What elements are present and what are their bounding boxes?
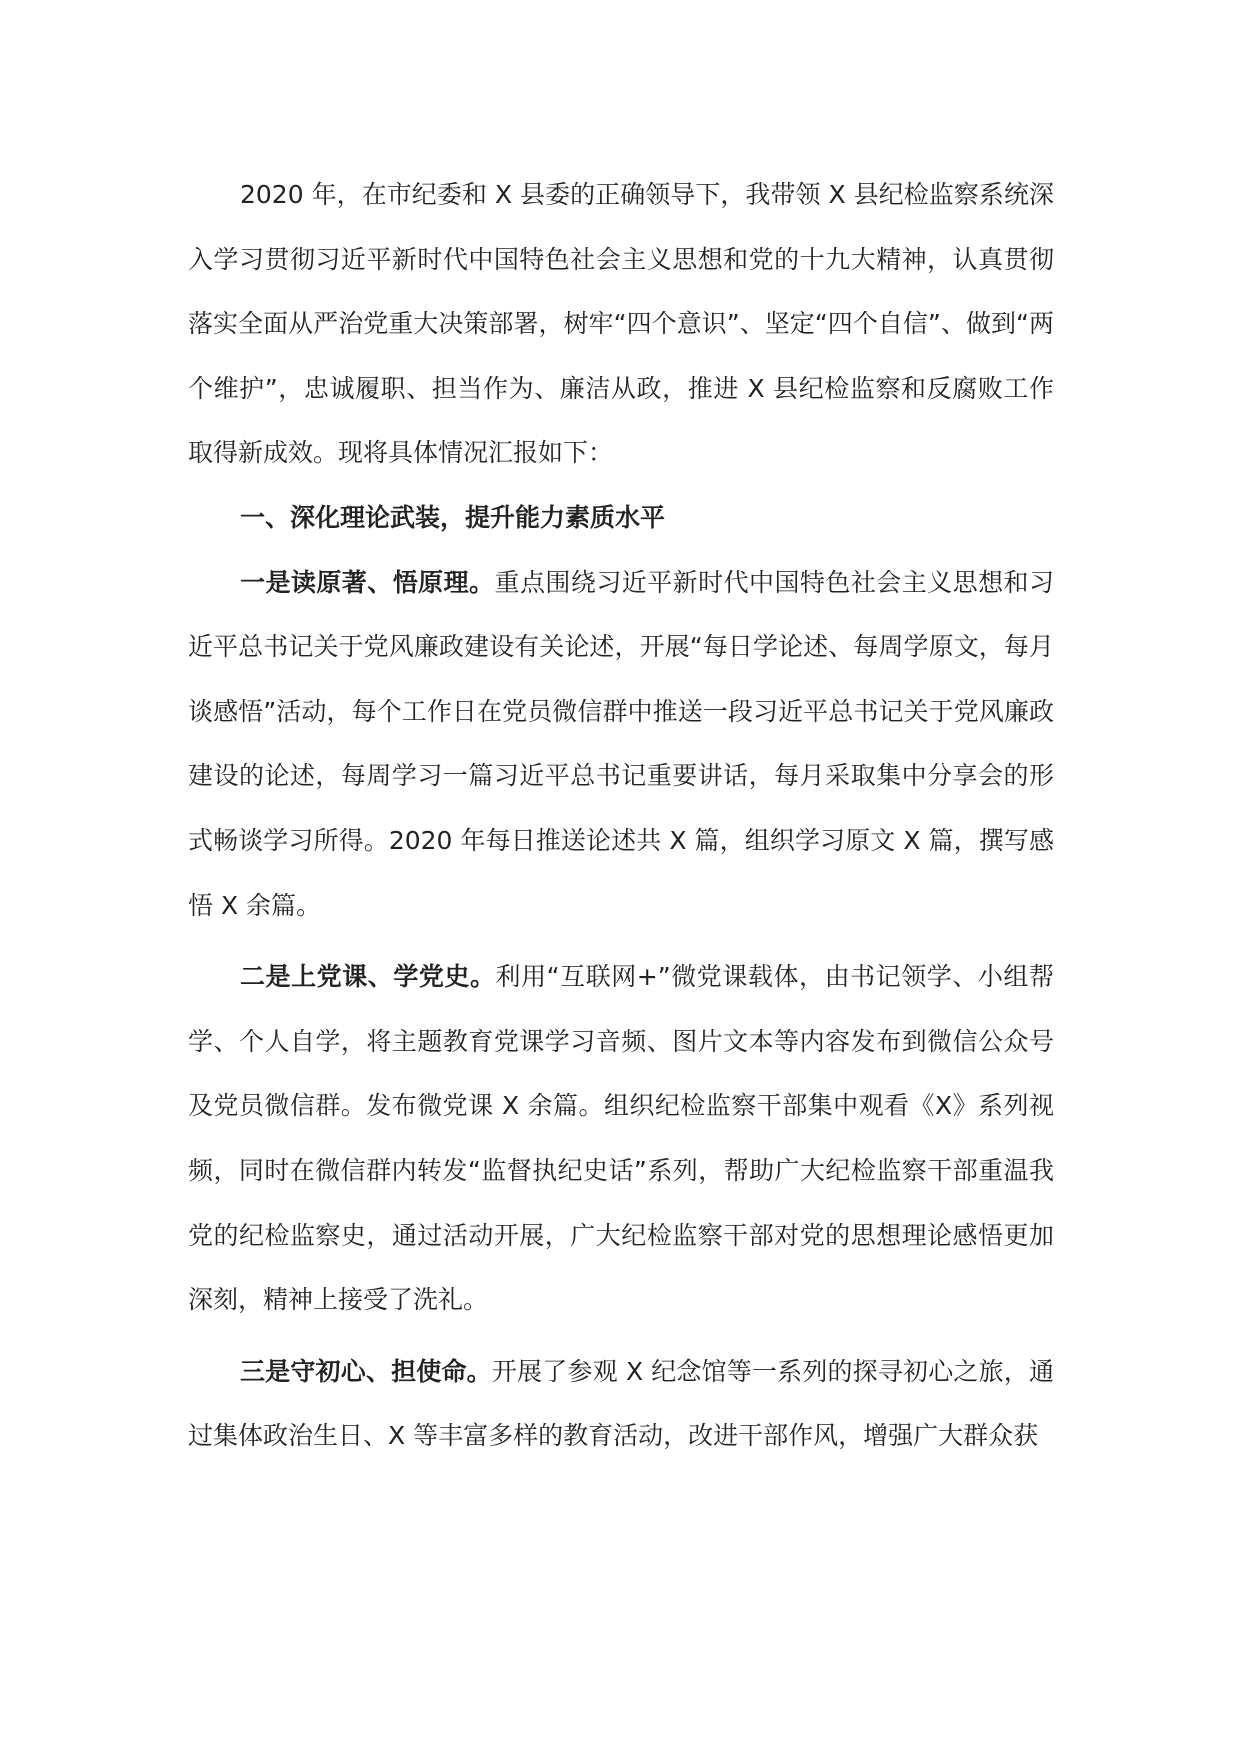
item-lead-1: 一是读原著、悟原理。 [240, 567, 495, 597]
document-page [188, 163, 1054, 1469]
item-paragraph-1 [188, 551, 1054, 939]
item-lead-3: 三是守初心、担使命。 [240, 1356, 492, 1386]
item-lead-2: 二是上党课、学党史。 [240, 962, 496, 992]
item-paragraph-3 [188, 1340, 1054, 1469]
item-text-2: 利用“互联网+”微党课载体，由书记领学、小组帮学、个人自学，将主题教育党课学习音频、图片文本等内容发布到微信公众号及党员微信群。发布微党课 X 余篇。组织纪检监察干部集中观看《X》系列视频，同时在微信群内转发“监督执纪史话”系列，帮助广大纪检监察干部重温我党的纪检监察史，通过活动开展，广大纪检监察干部对党的思想理论感悟更加深刻，精神上接受了洗礼。 [188, 962, 1054, 1315]
section-heading: 一、深化理论武装，提升能力素质水平 [240, 502, 666, 532]
item-text-3: 开展了参观 X 纪念馆等一系列的探寻初心之旅，通过集体政治生日、X 等丰富多样的教育活动，改进干部作风，增强广大群众获 [188, 1356, 1054, 1451]
item-paragraph-2 [188, 945, 1054, 1333]
intro-paragraph: 2020 年，在市纪委和 X 县委的正确领导下，我带领 X 县纪检监察系统深入学习贯彻习近平新时代中国特色社会主义思想和党的十九大精神，认真贯彻落实全面从严治党重大决策部署，树牢“四个意识”、坚定“四个自信”、做到“两个维护”，忠诚履职、担当作为、廉洁从政，推进 X 县纪检监察和反腐败工作取得新成效。现将具体情况汇报如下： [188, 180, 1054, 468]
item-text-1: 重点围绕习近平新时代中国特色社会主义思想和习近平总书记关于党风廉政建设有关论述，开展“每日学论述、每周学原文，每月谈感悟”活动，每个工作日在党员微信群中推送一段习近平总书记关于党风廉政建设的论述，每周学习一篇习近平总书记重要讲话，每月采取集中分享会的形式畅谈学习所得。2020 年每日推送论述共 X 篇，组织学习原文 X 篇，撰写感悟 X 余篇。 [188, 567, 1054, 920]
